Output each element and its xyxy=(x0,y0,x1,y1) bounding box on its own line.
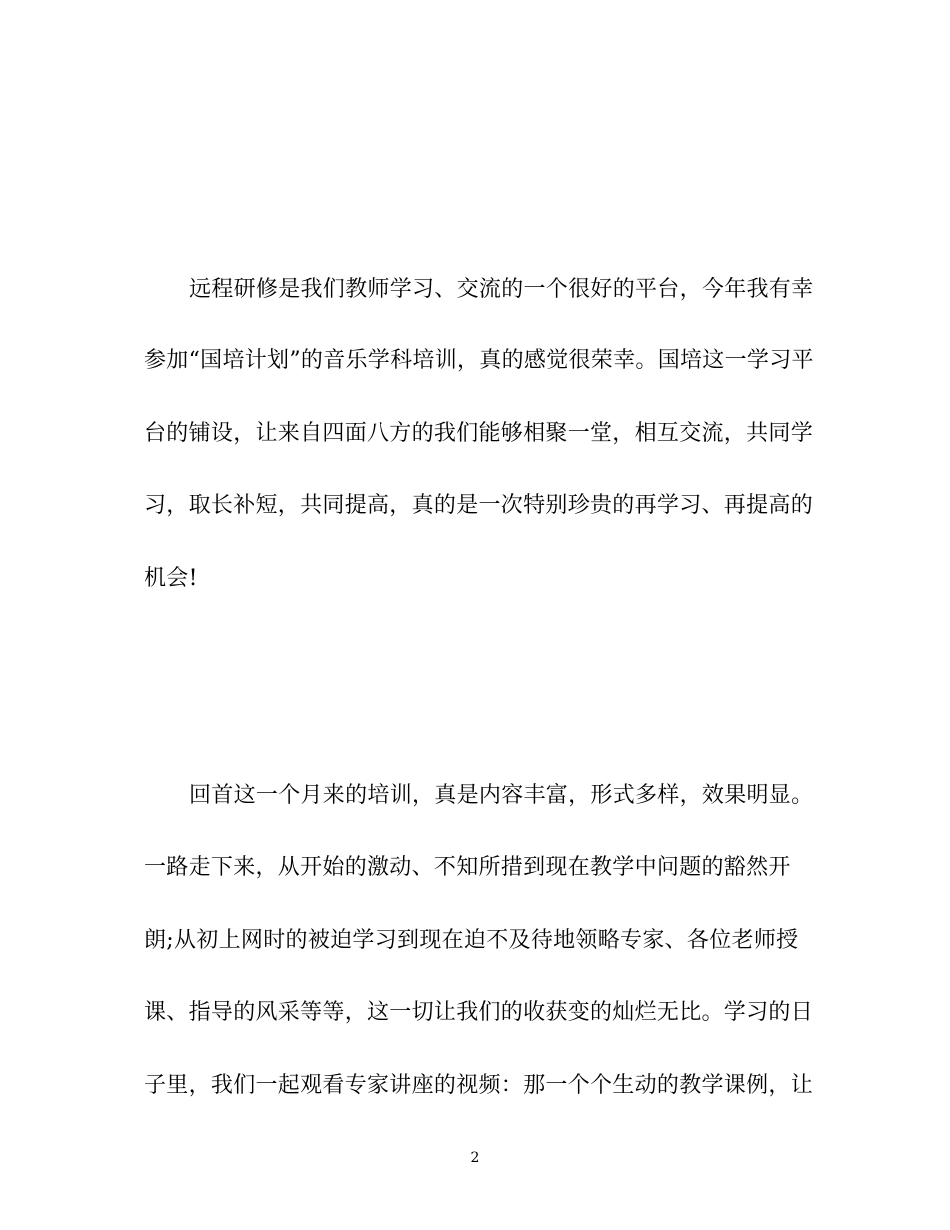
paragraph-line: 远程研修是我们教师学习、交流的一个很好的平台，今年我有幸 xyxy=(189,277,814,302)
paragraph-line: 一路走下来，从开始的激动、不知所措到现在教学中问题的豁然开 xyxy=(144,855,791,880)
paragraph-line: 子里，我们一起观看专家讲座的视频：那一个个生动的教学课例，让 xyxy=(144,1073,814,1098)
paragraph-line: 台的铺设，让来自四面八方的我们能够相聚一堂，相互交流，共同学 xyxy=(144,421,814,446)
paragraph-line: 朗;从初上网时的被迫学习到现在迫不及待地领略专家、各位老师授 xyxy=(144,928,799,953)
paragraph-line: 参加“国培计划”的音乐学科培训，真的感觉很荣幸。国培这一学习平 xyxy=(144,348,814,373)
paragraph-line: 回首这一个月来的培训，真是内容丰富，形式多样，效果明显。 xyxy=(189,783,814,808)
paragraph-line: 课、指导的风采等等，这一切让我们的收获变的灿烂无比。学习的日 xyxy=(144,1000,814,1025)
page-number: 2 xyxy=(470,1150,480,1166)
paragraph-line: 机会! xyxy=(144,566,198,591)
paragraph-line: 习，取长补短，共同提高，真的是一次特别珍贵的再学习、再提高的 xyxy=(144,493,814,518)
